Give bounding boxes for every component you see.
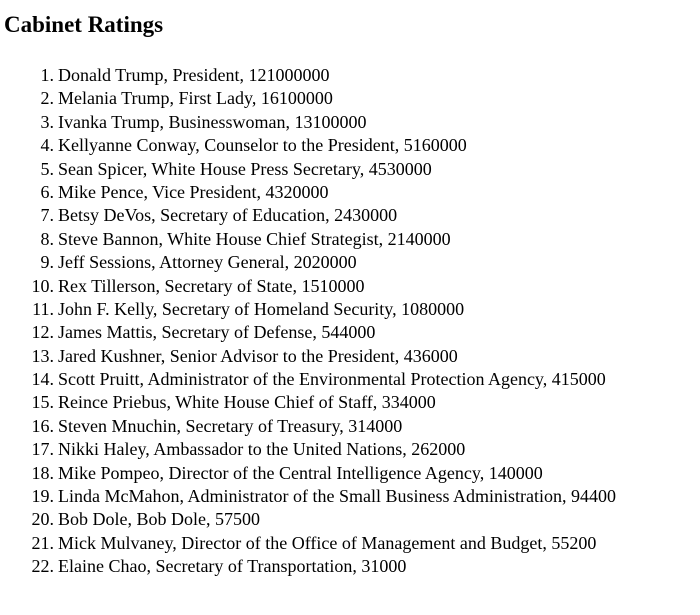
item-number: 9. xyxy=(40,252,54,273)
page-title: Cabinet Ratings xyxy=(4,12,164,37)
item-number: 3. xyxy=(40,111,54,132)
item-number: 10. xyxy=(31,275,54,296)
item-number: 12. xyxy=(31,322,54,343)
item-text: Bob Dole, Bob Dole, 57500 xyxy=(58,509,260,530)
item-number: 6. xyxy=(40,181,54,202)
item-text: Mike Pompeo, Director of the Central Intelligence Agency, 140000 xyxy=(58,462,543,483)
item-number: 2. xyxy=(40,88,54,109)
item-text: Mick Mulvaney, Director of the Office of Management and Budget, 55200 xyxy=(58,532,597,553)
item-number: 19. xyxy=(31,486,54,507)
item-text: Reince Priebus, White House Chief of Staff, 334000 xyxy=(58,392,436,413)
item-text: Betsy DeVos, Secretary of Education, 2430000 xyxy=(58,205,398,226)
item-number: 5. xyxy=(40,158,54,179)
item-number: 22. xyxy=(31,556,54,577)
item-text: Jared Kushner, Senior Advisor to the President, 436000 xyxy=(58,345,458,366)
item-text: Steven Mnuchin, Secretary of Treasury, 314000 xyxy=(58,415,403,436)
item-text: Kellyanne Conway, Counselor to the President, 5160000 xyxy=(58,135,467,156)
item-text: Nikki Haley, Ambassador to the United Nations, 262000 xyxy=(58,439,466,460)
item-number: 21. xyxy=(31,532,54,553)
item-number: 7. xyxy=(40,205,54,226)
item-number: 18. xyxy=(31,462,54,483)
item-text: Jeff Sessions, Attorney General, 2020000 xyxy=(58,252,357,273)
item-text: Melania Trump, First Lady, 16100000 xyxy=(58,88,333,109)
item-text: Rex Tillerson, Secretary of State, 1510000 xyxy=(58,275,365,296)
item-number: 14. xyxy=(31,369,54,390)
item-text: Steve Bannon, White House Chief Strategist, 2140000 xyxy=(58,228,451,249)
item-number: 20. xyxy=(31,509,54,530)
item-text: Ivanka Trump, Businesswoman, 13100000 xyxy=(58,111,367,132)
item-number: 11. xyxy=(32,298,54,319)
item-number: 4. xyxy=(40,135,54,156)
item-text: Linda McMahon, Administrator of the Small Business Administration, 94400 xyxy=(58,486,616,507)
item-number: 13. xyxy=(31,345,54,366)
item-number: 15. xyxy=(31,392,54,413)
item-text: Mike Pence, Vice President, 4320000 xyxy=(58,181,329,202)
item-number: 8. xyxy=(40,228,54,249)
item-text: Elaine Chao, Secretary of Transportation, 31000 xyxy=(58,556,407,577)
item-text: Sean Spicer, White House Press Secretary, 4530000 xyxy=(58,158,432,179)
item-number: 16. xyxy=(31,415,54,436)
item-number: 17. xyxy=(31,439,54,460)
item-text: Donald Trump, President, 121000000 xyxy=(58,65,330,85)
item-text: James Mattis, Secretary of Defense, 544000 xyxy=(58,322,376,343)
item-text: Scott Pruitt, Administrator of the Environmental Protection Agency, 415000 xyxy=(58,369,606,390)
item-number: 1. xyxy=(40,65,54,85)
item-text: John F. Kelly, Secretary of Homeland Security, 1080000 xyxy=(58,298,465,319)
